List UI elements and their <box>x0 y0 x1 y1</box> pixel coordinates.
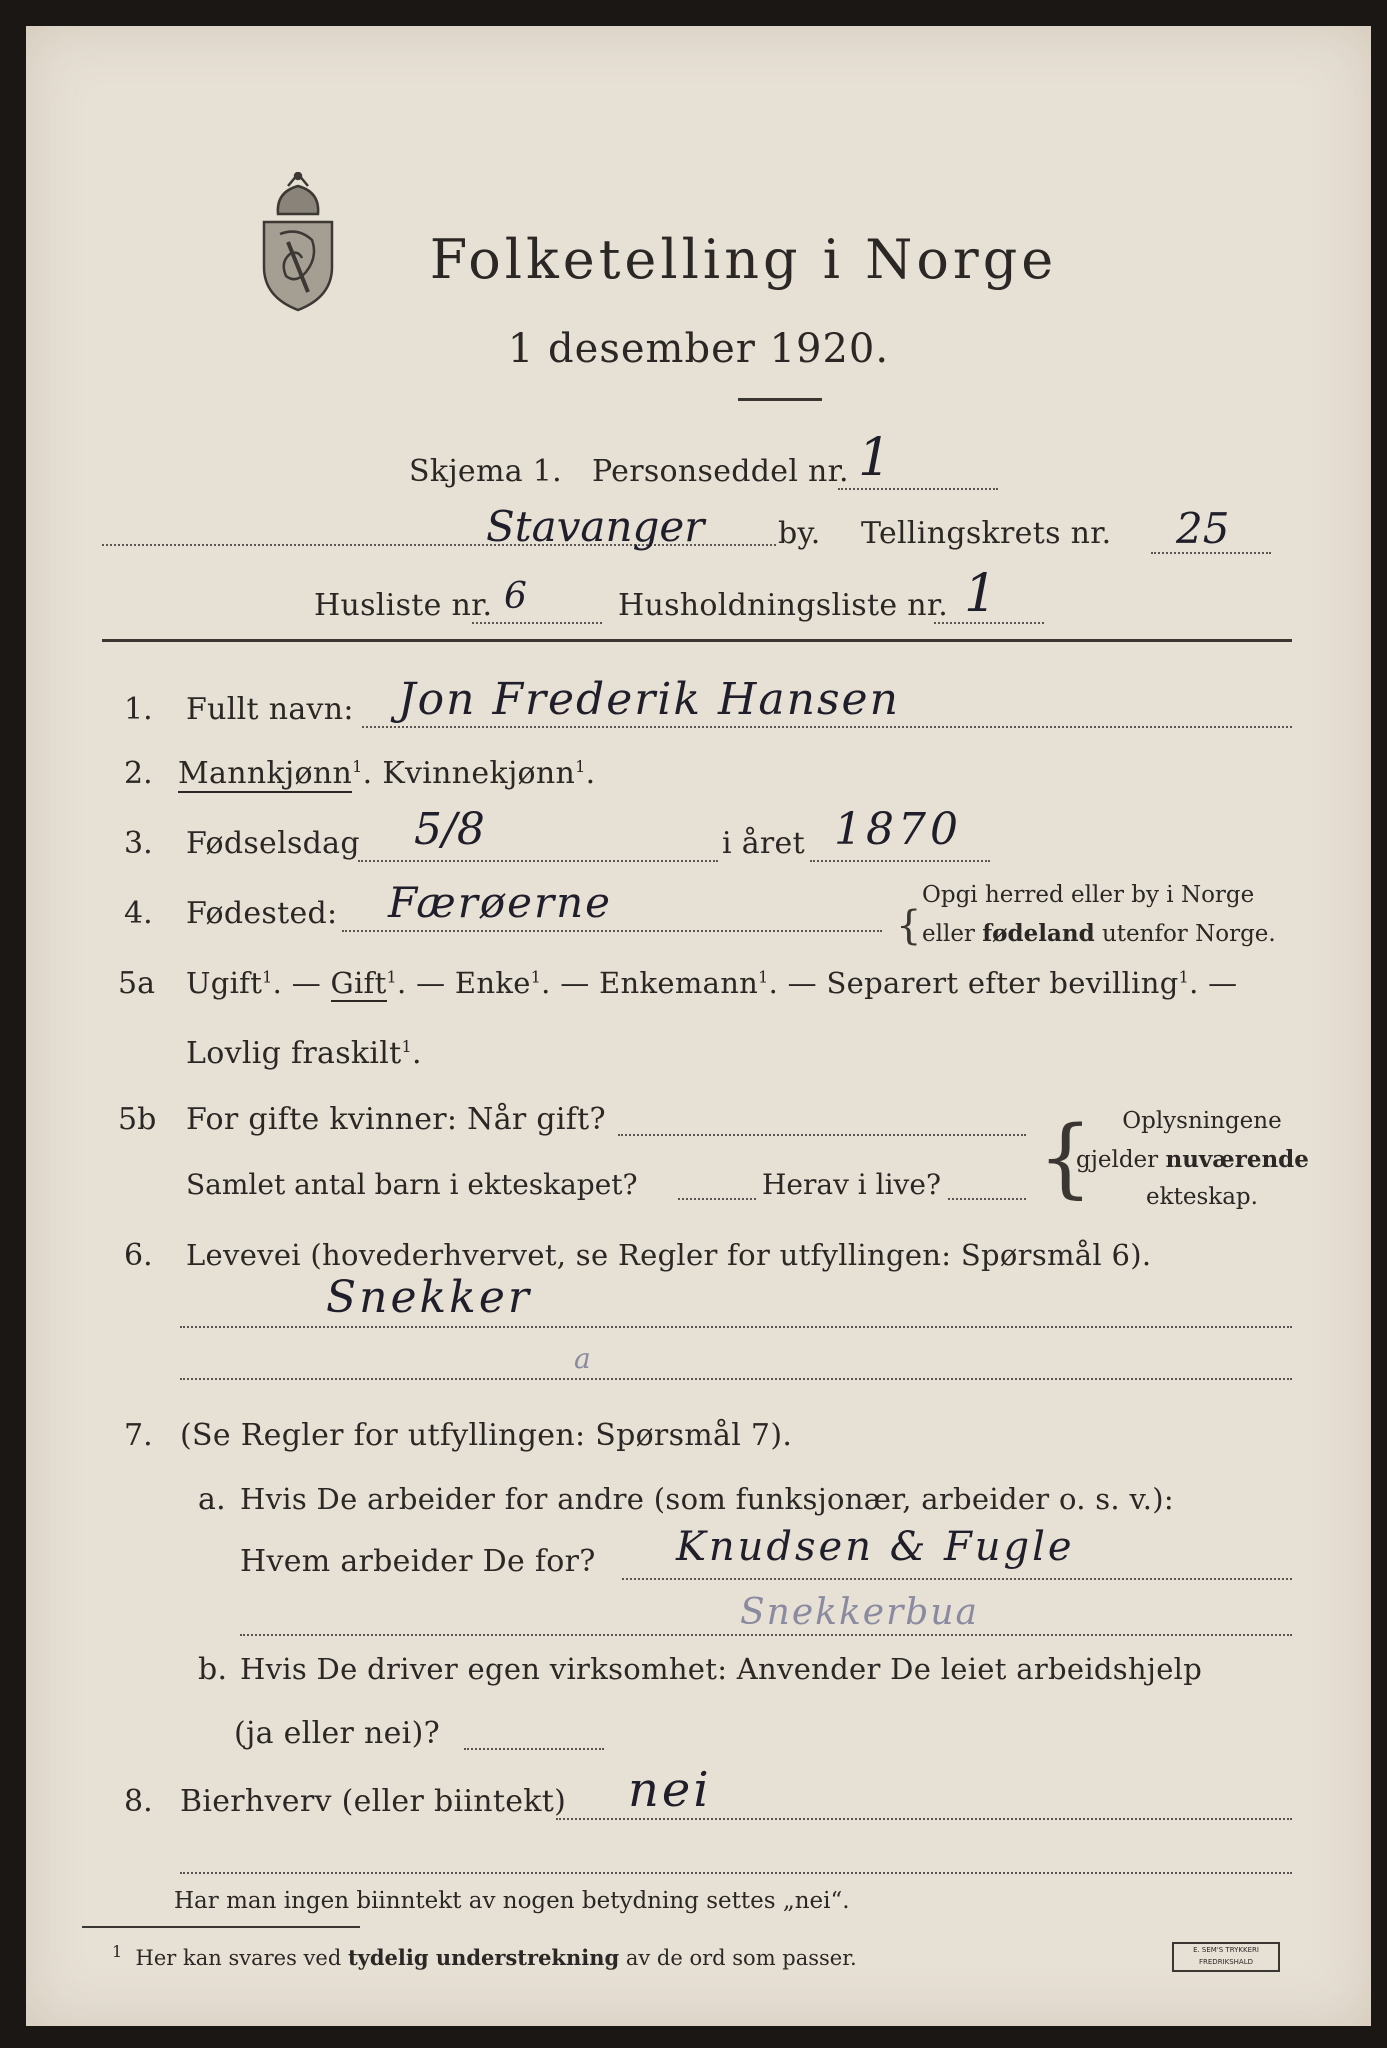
footer-note: Har man ingen biinntekt av nogen betydning settes „nei“. <box>174 1888 850 1914</box>
q7a-employer-value: Knudsen & Fugle <box>676 1524 1075 1570</box>
q8-label: Bierhverv (eller biintekt) <box>180 1784 567 1819</box>
header-rule <box>102 639 1292 642</box>
q5b-number: 5b <box>118 1102 157 1137</box>
husliste-label: Husliste nr. <box>314 588 493 623</box>
q5b-alive-label: Herav i live? <box>762 1168 941 1201</box>
q3-label: Fødselsdag <box>186 826 360 861</box>
city-label: by. <box>778 516 821 551</box>
q3-year-label: i året <box>722 826 805 861</box>
q7b-letter: b. <box>198 1652 228 1687</box>
q3-birthday-value: 5/8 <box>414 804 485 855</box>
q4-number: 4. <box>124 896 153 931</box>
q8-value: nei <box>628 1762 712 1818</box>
q5b-note-1: Oplysningene <box>1122 1108 1282 1134</box>
city-value: Stavanger <box>486 502 705 551</box>
q2-male: Mannkjønn <box>178 756 353 791</box>
husholdningsliste-label: Husholdningsliste nr. <box>618 588 949 623</box>
personseddel-label: Personseddel nr. <box>592 454 849 489</box>
q5a-gift: Gift <box>330 966 387 1000</box>
schema-label: Skjema 1. <box>409 454 562 489</box>
q4-brace: { <box>896 903 922 949</box>
q7b-text: Hvis De driver egen virksomhet: Anvender De leiet arbeidshjelp <box>240 1652 1203 1686</box>
q3-year-value: 1870 <box>834 804 962 855</box>
q4-label: Fødested: <box>186 896 338 931</box>
q3-number: 3. <box>124 826 153 861</box>
census-date: 1 desember 1920. <box>507 326 890 372</box>
q7b-question: (ja eller nei)? <box>234 1716 440 1751</box>
q7-label: (Se Regler for utfyllingen: Spørsmål 7). <box>180 1418 793 1453</box>
title-divider <box>738 398 822 401</box>
personseddel-value: 1 <box>858 428 892 488</box>
q4-note-1: Opgi herred eller by i Norge <box>922 882 1255 908</box>
q5b-children-label: Samlet antal barn i ekteskapet? <box>186 1168 638 1201</box>
q1-name-value: Jon Frederik Hansen <box>398 674 900 725</box>
q5b-note-2: gjelder nuværende <box>1076 1146 1309 1173</box>
q5a-last-option: Lovlig fraskilt$^1$. <box>186 1036 422 1071</box>
q8-number: 8. <box>124 1784 153 1819</box>
q1-number: 1. <box>124 692 153 727</box>
q5a-number: 5a <box>118 966 155 1001</box>
q7-number: 7. <box>124 1418 153 1453</box>
footnote: $^1$ Her kan svares ved tydelig understrekning av de ord som passer. <box>112 1942 857 1970</box>
q2-number: 2. <box>124 756 153 791</box>
q4-note-2: eller fødeland utenfor Norge. <box>922 920 1276 947</box>
footnote-rule <box>82 1926 360 1928</box>
husliste-value: 6 <box>504 576 527 617</box>
q5b-note-3: ekteskap. <box>1146 1184 1258 1210</box>
q4-birthplace-value: Færøerne <box>388 878 612 927</box>
q5a-options: Ugift$^1$. — Gift$^1$. — Enke$^1$. — Enkemann$^1$. — Separert efter bevilling$^1$. — <box>186 966 1238 1000</box>
q2-options: Mannkjønn$^1$. Kvinnekjønn$^1$. <box>178 756 596 791</box>
q5b-brace: { <box>1038 1108 1093 1208</box>
q6-number: 6. <box>124 1238 153 1273</box>
q7a-employer-note: Snekkerbua <box>740 1592 979 1633</box>
census-form <box>26 26 1371 2026</box>
q6-occupation-value: Snekker <box>326 1272 532 1323</box>
q6-label: Levevei (hovederhvervet, se Regler for utfyllingen: Spørsmål 6). <box>186 1238 1152 1272</box>
q5b-label: For gifte kvinner: Når gift? <box>186 1102 606 1137</box>
q7a-letter: a. <box>198 1482 227 1517</box>
q6-mark: a <box>574 1342 591 1375</box>
q7a-text: Hvis De arbeider for andre (som funksjonær, arbeider o. s. v.): <box>240 1482 1174 1516</box>
husholdningsliste-value: 1 <box>964 564 998 624</box>
tellingskrets-label: Tellingskrets nr. <box>861 516 1112 551</box>
printer-stamp: E. SEM'S TRYKKERI FREDRIKSHALD <box>1172 1942 1280 1972</box>
tellingskrets-value: 25 <box>1176 504 1230 553</box>
q1-label: Fullt navn: <box>186 692 354 727</box>
q2-female: Kvinnekjønn <box>382 756 576 791</box>
form-title: Folketelling i Norge <box>429 228 1058 291</box>
q7a-question: Hvem arbeider De for? <box>240 1544 596 1579</box>
